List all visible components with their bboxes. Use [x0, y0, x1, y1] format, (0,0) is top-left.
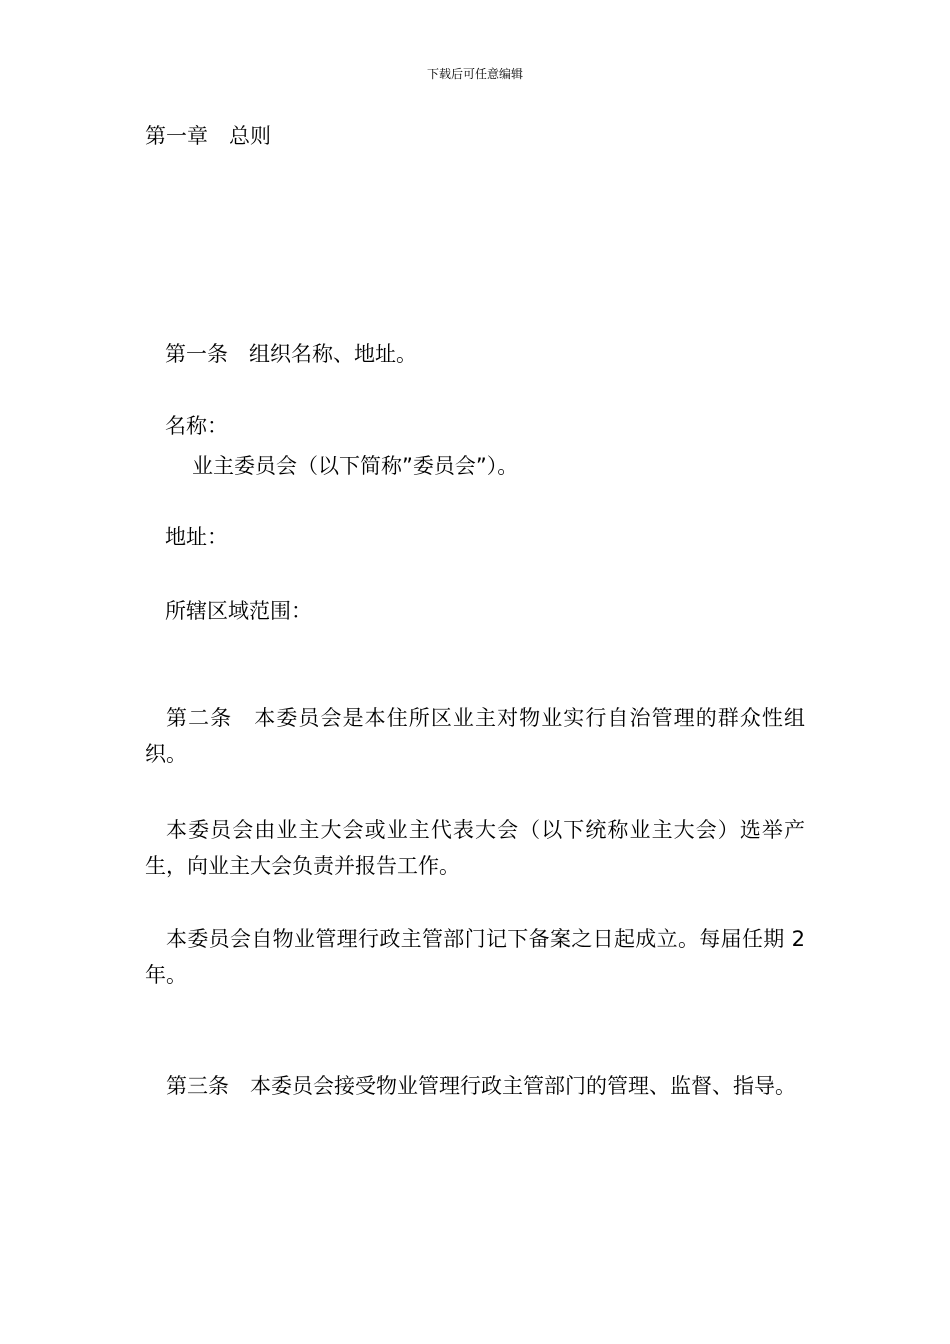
- page-header: 下载后可任意编辑: [426, 67, 523, 81]
- address-label: 地址：: [165, 525, 228, 549]
- area-label: 所辖区域范围：: [165, 599, 312, 623]
- name-label: 名称：: [165, 414, 228, 438]
- chapter-title: 第一章 总则: [145, 124, 271, 148]
- article-3-paragraph-1: 第三条 本委员会接受物业管理行政主管部门的管理、监督、指导。: [166, 1074, 796, 1098]
- name-value: 业主委员会（以下简称”委员会”）。: [192, 454, 519, 478]
- article-1-heading: 第一条 组织名称、地址。: [165, 342, 417, 366]
- article-2-paragraph-2: 本委员会由业主大会或业主代表大会（以下统称业主大会）选举产生，向业主大会负责并报告工作。: [145, 818, 805, 878]
- article-2-paragraph-3: 本委员会自物业管理行政主管部门记下备案之日起成立。每届任期 2 年。: [145, 927, 805, 987]
- article-2-paragraph-1: 第二条 本委员会是本住所区业主对物业实行自治管理的群众性组织。: [145, 706, 805, 766]
